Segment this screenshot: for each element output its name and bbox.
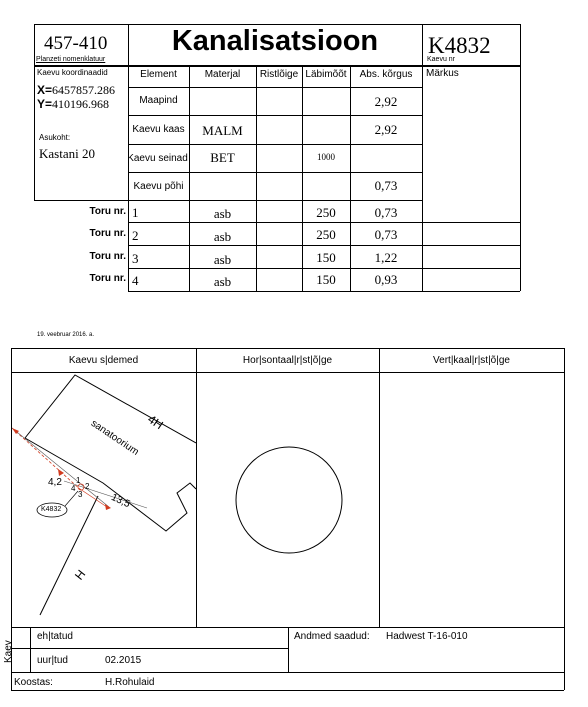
toru-abs-korgus: 0,73 <box>374 205 398 220</box>
x-value: 6457857.286 <box>52 83 116 97</box>
footer-line <box>288 627 289 672</box>
toru-label: Toru nr. <box>89 251 126 262</box>
well-circle <box>236 447 342 553</box>
y-coordinate <box>37 97 109 112</box>
asukoht-value: Kastani 20 <box>39 146 95 161</box>
toru-nr: 4 <box>132 273 139 288</box>
toru-materjal: asb <box>213 206 232 221</box>
table-line <box>256 65 257 200</box>
card-divider <box>422 24 423 291</box>
footer-line <box>11 648 288 649</box>
kaevu-nr-value: K4832 <box>428 33 491 58</box>
toru-labimoot: 150 <box>316 250 336 265</box>
toru-label: Toru nr. <box>89 228 126 239</box>
footer-line <box>30 627 31 672</box>
table-line <box>128 222 520 223</box>
andmed-value: Hadwest T-16-010 <box>386 631 468 642</box>
toru-abs-korgus: 1,22 <box>374 250 398 265</box>
planzeti-value: 457-410 <box>44 33 108 54</box>
site-sketch <box>12 373 196 627</box>
pipe-number: 1 <box>76 476 81 485</box>
row-element: Kaevu seinad <box>127 153 188 164</box>
row-element: Kaevu kaas <box>132 124 185 135</box>
table-line <box>128 144 422 145</box>
other-building-label: H <box>72 567 89 583</box>
x-prefix: X= <box>37 83 53 97</box>
planzeti-label: Planzeti nomenklatuur <box>36 56 106 63</box>
leader-line <box>65 491 78 506</box>
footer-side-label: Kaev <box>3 640 14 663</box>
kaevu-nr-label: Kaevu nr <box>427 56 456 63</box>
arrow-icon <box>105 504 111 510</box>
row-abs-korgus: 2,92 <box>374 94 398 109</box>
dimension-line <box>12 428 109 507</box>
property-line <box>40 496 98 615</box>
pipe-number: 3 <box>78 490 83 499</box>
y-value: 410196.968 <box>52 97 110 111</box>
toru-label: Toru nr. <box>89 273 126 284</box>
row-materjal: MALM <box>202 123 243 138</box>
panel-title-vertikaal: Vert|kaal|r|st|õ|ge <box>433 355 510 366</box>
toru-abs-korgus: 0,73 <box>374 227 398 242</box>
col-header-materjal: Materjal <box>204 69 241 80</box>
arrow-icon <box>58 469 64 476</box>
panel-title-horisontaal: Hor|sontaal|r|st|õ|ge <box>242 355 333 366</box>
row-element: Kaevu põhi <box>133 181 184 192</box>
col-header-markus: Märkus <box>426 68 459 79</box>
table-line <box>128 115 422 116</box>
table-line <box>128 172 422 173</box>
ehitatud-label: eh|tatud <box>37 631 73 642</box>
toru-nr: 3 <box>132 251 139 266</box>
table-line <box>128 268 520 269</box>
table-line <box>128 87 422 88</box>
panel-title-kaevu-sidemed: Kaevu s|demed <box>68 355 139 366</box>
distance-label: 4,2 <box>48 477 62 488</box>
toru-labimoot: 250 <box>316 227 336 242</box>
table-line <box>128 291 520 292</box>
andmed-label: Andmed saadud: <box>294 631 370 642</box>
table-line <box>128 245 520 246</box>
col-header-element: Element <box>140 69 177 80</box>
toru-labimoot: 250 <box>316 205 336 220</box>
card-border-left <box>34 24 35 200</box>
toru-label: Toru nr. <box>89 206 126 217</box>
row-materjal: BET <box>210 150 235 165</box>
col-header-abs-korgus: Abs. kõrgus <box>359 69 413 80</box>
toru-labimoot: 150 <box>316 272 336 287</box>
building-label: sanatoorium <box>88 418 141 458</box>
koostas-value: H.Rohulaid <box>105 677 155 688</box>
row-labimoot: 1000 <box>317 152 335 162</box>
row-element: Maapind <box>139 95 178 106</box>
toru-nr: 1 <box>132 205 139 220</box>
toru-abs-korgus: 0,93 <box>374 272 398 287</box>
well-label: K4832 <box>41 506 62 513</box>
card-header-divider <box>34 65 521 67</box>
frame-divider <box>379 348 380 627</box>
col-header-ristloige: Ristlõige <box>259 69 299 80</box>
frame-border-top <box>11 348 564 349</box>
pipe-line <box>12 428 82 491</box>
row-abs-korgus: 2,92 <box>374 122 398 137</box>
asukoht-label: Asukoht: <box>39 133 71 142</box>
table-line <box>302 65 303 200</box>
distance-label: 13,5 <box>109 492 132 511</box>
footer-line <box>11 690 564 691</box>
x-coordinate <box>37 83 115 98</box>
toru-materjal: asb <box>213 274 232 289</box>
page-title: Kanalisatsioon <box>171 25 379 57</box>
uuritud-value: 02.2015 <box>105 655 142 666</box>
table-line <box>256 200 257 291</box>
row-abs-korgus: 0,73 <box>374 178 398 193</box>
coords-label: Kaevu koordinaadid <box>37 68 108 77</box>
toru-materjal: asb <box>213 252 232 267</box>
card-border-right <box>520 24 521 291</box>
table-line <box>34 200 422 201</box>
toru-materjal: asb <box>213 229 232 244</box>
pipe-number: 4 <box>71 484 76 493</box>
uuritud-label: uur|tud <box>37 655 68 666</box>
pipe-number: 2 <box>85 482 90 491</box>
koostas-label: Koostas: <box>14 677 53 688</box>
frame-border-right <box>564 348 565 690</box>
col-header-labimoot: Läbimõõt <box>305 69 347 80</box>
toru-nr: 2 <box>132 228 139 243</box>
y-prefix: Y= <box>37 97 53 111</box>
document-date: 19. veebruar 2016. a. <box>37 332 95 338</box>
horizontal-section <box>196 373 379 627</box>
footer-line <box>11 672 564 673</box>
building-code: 4H <box>145 412 166 433</box>
